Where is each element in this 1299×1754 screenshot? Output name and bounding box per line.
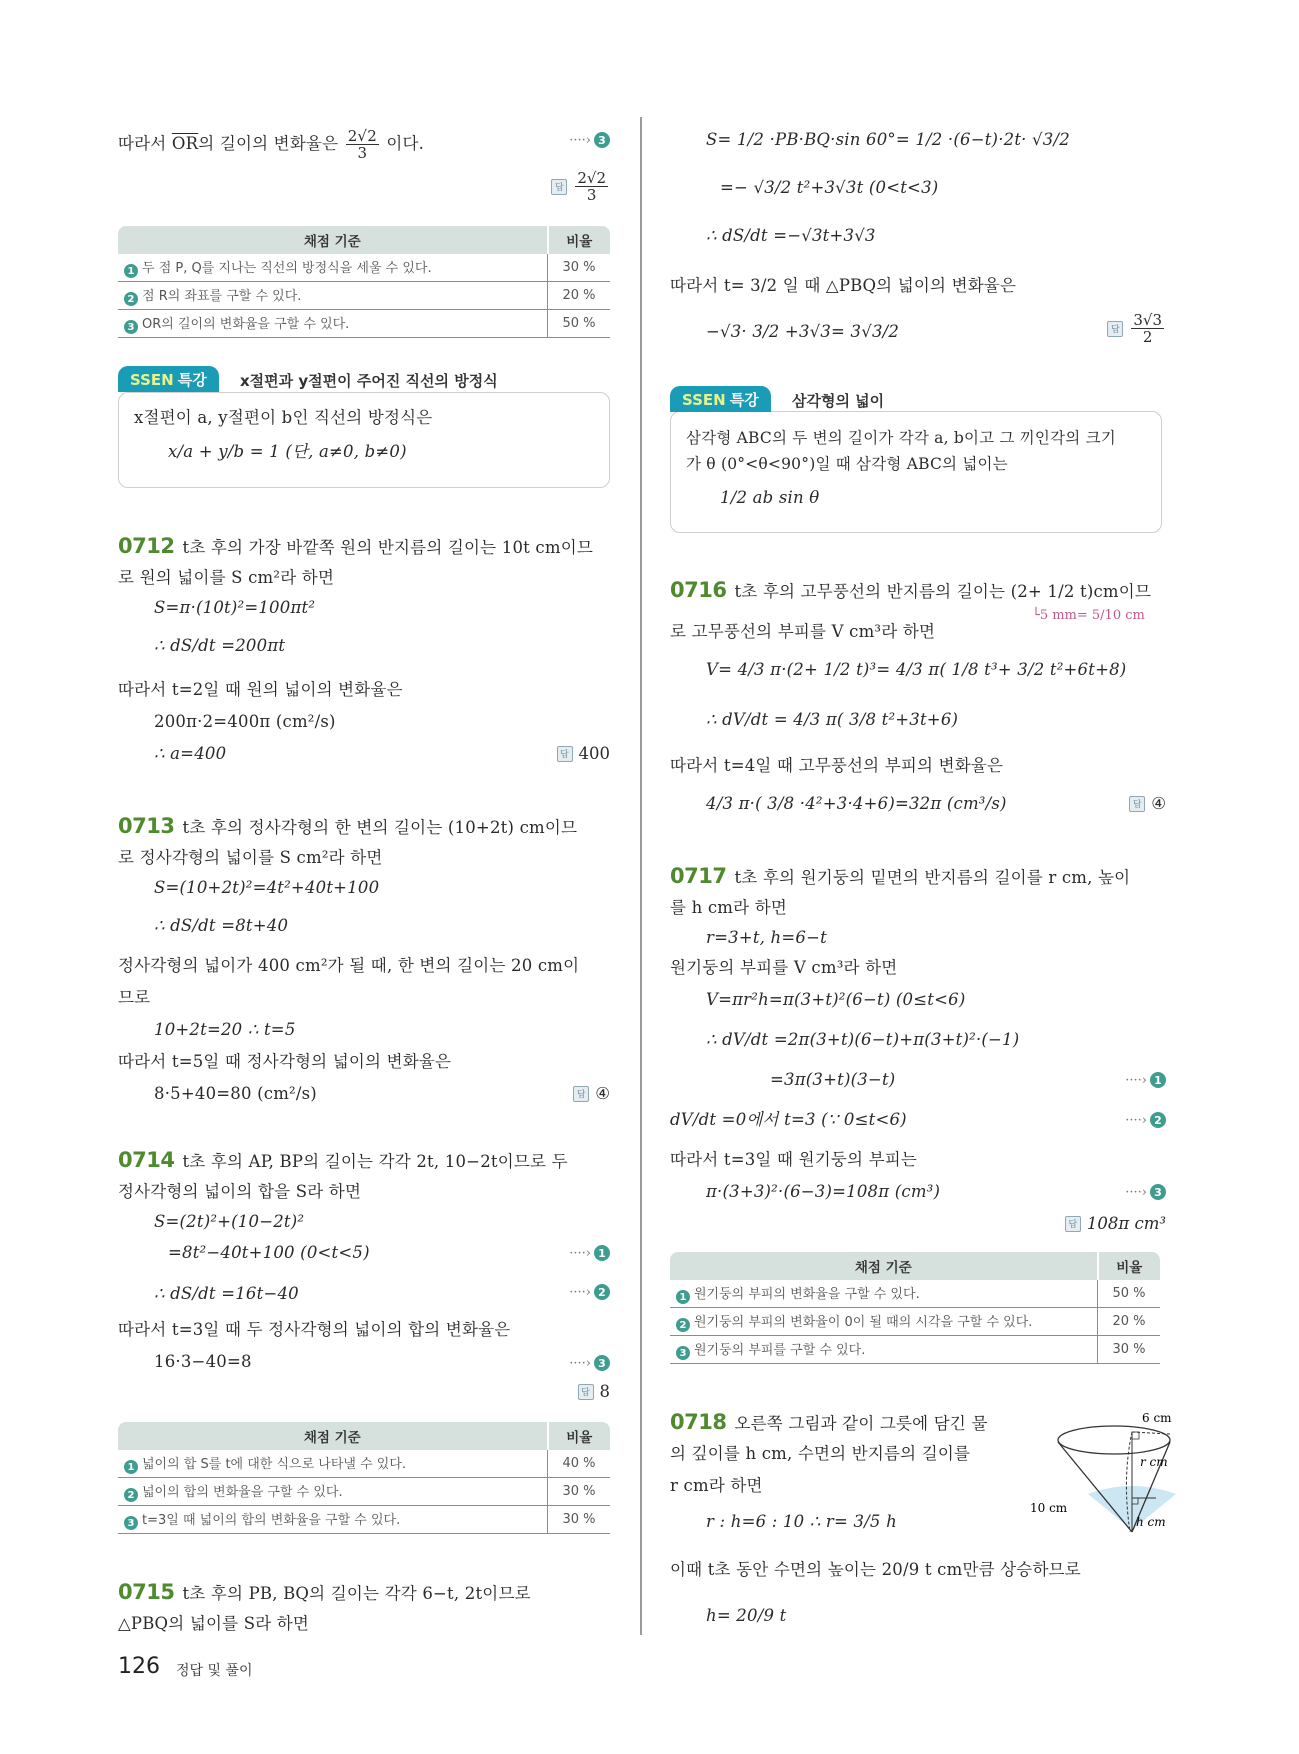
equation-line: S=(10+2t)²=4t²+40t+100	[154, 878, 380, 897]
text-line: △PBQ의 넓이를 S라 하면	[118, 1614, 310, 1633]
equation-line: r=3+t, h=6−t	[706, 928, 827, 947]
equation-line: ∴ dS/dt =16t−40	[154, 1284, 299, 1303]
answer-icon: 답	[1107, 321, 1123, 337]
equation-line: =3π(3+t)(3−t)	[770, 1070, 896, 1089]
equation-line: S=π·(10t)²=100πt²	[154, 598, 316, 617]
ssen-text-2a: 삼각형 ABC의 두 변의 길이가 각각 a, b이고 그 끼인각의 크기	[686, 429, 1116, 447]
ssen-title-2: 삼각형의 넓이	[792, 392, 885, 410]
svg-text:h cm: h cm	[1136, 1515, 1166, 1529]
step-marker-1: ····› 1	[569, 1245, 610, 1261]
text-line: 를 h cm라 하면	[670, 898, 788, 917]
table-row: 2 원기둥의 부피의 변화율이 0이 될 때의 시각을 구할 수 있다. 20 %	[670, 1308, 1160, 1336]
equation-line: −√3· 3/2 +3√3= 3√3/2	[706, 322, 900, 341]
ssen-text-1: x절편이 a, y절편이 b인 직선의 방정식은	[134, 408, 433, 427]
answer-fraction: $\frac{2√2}{3}$	[577, 169, 606, 204]
svg-text:10 cm: 10 cm	[1030, 1501, 1068, 1515]
table-header-criteria: 채점 기준	[670, 1252, 1098, 1280]
problem-number: 0717	[670, 864, 727, 888]
answer-icon: 답	[1065, 1216, 1081, 1232]
text-line: r cm라 하면	[670, 1476, 763, 1495]
step-circle-icon: 3	[124, 320, 138, 334]
cone-diagram-icon	[1030, 1408, 1180, 1538]
answer-line: 답 ④	[573, 1084, 610, 1103]
equation-line: π·(3+3)²·(6−3)=108π (cm³)	[706, 1182, 941, 1201]
step-circle-icon: 1	[676, 1290, 690, 1304]
equation-line: =− √3/2 t²+3√3t (0<t<3)	[720, 178, 939, 197]
problem-number: 0712	[118, 534, 175, 558]
step-marker-2: ····› 2	[569, 1284, 610, 1300]
equation-line: h= 20/9 t	[706, 1606, 787, 1625]
answer-line: 답 ④	[1129, 794, 1166, 813]
equation-line: S= 1/2 ·PB·BQ·sin 60°= 1/2 ·(6−t)·2t· √3/2	[706, 130, 1070, 149]
svg-text:r cm: r cm	[1140, 1455, 1168, 1469]
step-circle-icon: 1	[124, 1460, 138, 1474]
problem-number: 0714	[118, 1148, 175, 1172]
section-title: 정답 및 풀이	[176, 1663, 253, 1679]
equation-line: =8t²−40t+100 (0<t<5)	[168, 1243, 370, 1262]
step-circle-icon: 1	[124, 264, 138, 278]
ssen-formula-2: 1/2 ab sin θ	[720, 488, 820, 507]
ssen-title-1: x절편과 y절편이 주어진 직선의 방정식	[240, 372, 498, 390]
table-row: 3 OR의 길이의 변화율을 구할 수 있다. 50 %	[118, 310, 610, 338]
table-header-rate: 비율	[1098, 1252, 1161, 1280]
step-marker-3: ····› 3	[1125, 1184, 1166, 1200]
fraction: $\frac{2√2}{3}$	[347, 127, 377, 162]
answer-icon: 답	[578, 1384, 594, 1400]
step-circle-icon: 3	[594, 132, 610, 148]
table-row: 1 두 점 P, Q를 지나는 직선의 방정식을 세울 수 있다. 30 %	[118, 254, 610, 282]
grading-table-3	[670, 1252, 1160, 1364]
equation-line: S=(2t)²+(10−2t)²	[154, 1212, 305, 1231]
table-row: 3 원기둥의 부피를 구할 수 있다. 30 %	[670, 1336, 1160, 1364]
table-header-rate: 비율	[548, 1422, 611, 1450]
text-line: 따라서 t=2일 때 원의 넓이의 변화율은	[118, 680, 403, 699]
step-circle-icon: 1	[594, 1245, 610, 1261]
equation-line: ∴ dS/dt =−√3t+3√3	[706, 226, 876, 245]
answer-icon: 답	[573, 1086, 589, 1102]
step-circle-icon: 3	[676, 1346, 690, 1360]
answer-line: 답 8	[578, 1382, 611, 1401]
problem-number: 0718	[670, 1410, 727, 1434]
equation-line: ∴ dV/dt = 4/3 π( 3/8 t²+3t+6)	[706, 710, 959, 729]
equation-line: ∴ a=400	[154, 744, 227, 763]
text-line: 따라서 t=3일 때 원기둥의 부피는	[670, 1150, 918, 1169]
cone-figure	[1030, 1408, 1180, 1538]
problem-0716: 0716 t초 후의 고무풍선의 반지름의 길이는 (2+ 1/2 t)cm이므	[670, 578, 1152, 602]
ssen-text-2b: 가 θ (0°<θ<90°)일 때 삼각형 ABC의 넓이는	[686, 455, 1008, 473]
text-line: 따라서 t= 3/2 일 때 △PBQ의 넓이의 변화율은	[670, 276, 1017, 295]
equation-line: 200π·2=400π (cm²/s)	[154, 712, 336, 731]
step-circle-icon: 3	[124, 1516, 138, 1530]
table-row: 1 넓이의 합 S를 t에 대한 식으로 나타낼 수 있다. 40 %	[118, 1450, 610, 1478]
problem-0714: 0714 t초 후의 AP, BP의 길이는 각각 2t, 10−2t이므로 두	[118, 1148, 568, 1172]
answer-fraction: $\frac{3√3}{2}$	[1133, 311, 1162, 346]
table-row: 3 t=3일 때 넓이의 합의 변화율을 구할 수 있다. 30 %	[118, 1506, 610, 1534]
step-marker-3: ····› 3	[569, 1355, 610, 1371]
problem-number: 0713	[118, 814, 175, 838]
text-line: 의 깊이를 h cm, 수면의 반지름의 길이를	[670, 1444, 971, 1463]
step-circle-icon: 3	[594, 1355, 610, 1371]
text-line: 따라서 t=5일 때 정사각형의 넓이의 변화율은	[118, 1052, 452, 1071]
table-header-criteria: 채점 기준	[118, 226, 548, 254]
handwritten-note: └5 mm= 5/10 cm	[1032, 608, 1145, 623]
problem-0718: 0718 오른쪽 그림과 같이 그릇에 담긴 물	[670, 1410, 988, 1434]
column-divider	[640, 117, 642, 1635]
step-circle-icon: 1	[1150, 1072, 1166, 1088]
step-circle-icon: 2	[124, 1488, 138, 1502]
table-header-rate: 비율	[548, 226, 611, 254]
table-row: 2 점 R의 좌표를 구할 수 있다. 20 %	[118, 282, 610, 310]
ssen-tab-2: SSEN 특강	[670, 386, 771, 412]
problem-0717: 0717 t초 후의 원기둥의 밑면의 반지름의 길이를 r cm, 높이	[670, 864, 1131, 888]
text-line: 정사각형의 넓이의 합을 S라 하면	[118, 1182, 362, 1201]
ssen-tab-1: SSEN 특강	[118, 366, 219, 392]
step-circle-icon: 3	[1150, 1184, 1166, 1200]
problem-0713: 0713 t초 후의 정사각형의 한 변의 길이는 (10+2t) cm이므	[118, 814, 578, 838]
step-circle-icon: 2	[124, 292, 138, 306]
table-header-criteria: 채점 기준	[118, 1422, 548, 1450]
table-row: 2 넓이의 합의 변화율을 구할 수 있다. 30 %	[118, 1478, 610, 1506]
answer-icon: 답	[1129, 796, 1145, 812]
ssen-formula-1: x/a + y/b = 1 (단, a≠0, b≠0)	[168, 442, 407, 461]
answer-icon: 답	[557, 746, 573, 762]
problem-0712: 0712 t초 후의 가장 바깥쪽 원의 반지름의 길이는 10t cm이므	[118, 534, 593, 558]
problem-number: 0715	[118, 1580, 175, 1604]
text-line: 로 원의 넓이를 S cm²라 하면	[118, 568, 335, 587]
problem-number: 0716	[670, 578, 727, 602]
text-line: 로 고무풍선의 부피를 V cm³라 하면	[670, 622, 936, 641]
text-line: 원기둥의 부피를 V cm³라 하면	[670, 958, 898, 977]
equation-line: r : h=6 : 10 ∴ r= 3/5 h	[706, 1512, 897, 1531]
step-marker-2: ····› 2	[1125, 1112, 1166, 1128]
equation-line: 4/3 π·( 3/8 ·4²+3·4+6)=32π (cm³/s)	[706, 794, 1007, 813]
step-marker-1: ····› 1	[1125, 1072, 1166, 1088]
answer-icon: 답	[551, 179, 567, 195]
equation-line: dV/dt =0에서 t=3 (∵ 0≤t<6)	[670, 1110, 907, 1129]
answer-line	[1107, 312, 1166, 345]
equation-line: 16·3−40=8	[154, 1352, 252, 1371]
grading-table-2	[118, 1422, 610, 1534]
table-row: 1 원기둥의 부피의 변화율을 구할 수 있다. 50 %	[670, 1280, 1160, 1308]
step-circle-icon: 2	[1150, 1112, 1166, 1128]
conclusion-line: 따라서 $\overline{OR}$의 길이의 변화율은 $\frac{2√2}{3}$ 이다.	[118, 127, 425, 162]
text-line: 따라서 t=3일 때 두 정사각형의 넓이의 합의 변화율은	[118, 1320, 511, 1339]
text-line: 정사각형의 넓이가 400 cm²가 될 때, 한 변의 길이는 20 cm이	[118, 956, 580, 975]
equation-line: ∴ dS/dt =8t+40	[154, 916, 289, 935]
step-circle-icon: 2	[676, 1318, 690, 1332]
answer-line: 답 400	[557, 744, 611, 763]
ssen-box-1	[118, 392, 610, 488]
equation-line: ∴ dV/dt =2π(3+t)(6−t)+π(3+t)²·(−1)	[706, 1030, 1020, 1049]
svg-text:6 cm: 6 cm	[1142, 1411, 1172, 1425]
equation-line: ∴ dS/dt =200πt	[154, 636, 286, 655]
equation-line: V=πr²h=π(3+t)²(6−t) (0≤t<6)	[706, 990, 966, 1009]
equation-line: 8·5+40=80 (cm²/s)	[154, 1084, 317, 1103]
step-circle-icon: 2	[594, 1284, 610, 1300]
page-number: 126	[118, 1654, 160, 1679]
answer-line	[551, 170, 610, 203]
grading-table-1	[118, 226, 610, 338]
step-marker-3: ····› 3	[569, 132, 610, 148]
text-line: 이때 t초 동안 수면의 높이는 20/9 t cm만큼 상승하므로	[670, 1560, 1081, 1579]
equation-line: 10+2t=20 ∴ t=5	[154, 1020, 296, 1039]
problem-0715: 0715 t초 후의 PB, BQ의 길이는 각각 6−t, 2t이므로	[118, 1580, 531, 1604]
equation-line: V= 4/3 π·(2+ 1/2 t)³= 4/3 π( 1/8 t³+ 3/2 t²+6t+8)	[706, 660, 1127, 679]
text-line: 므로	[118, 988, 151, 1007]
text-line: 로 정사각형의 넓이를 S cm²라 하면	[118, 848, 383, 867]
text-line: 따라서 t=4일 때 고무풍선의 부피의 변화율은	[670, 756, 1004, 775]
answer-line: 답 108π cm³	[1065, 1214, 1166, 1233]
